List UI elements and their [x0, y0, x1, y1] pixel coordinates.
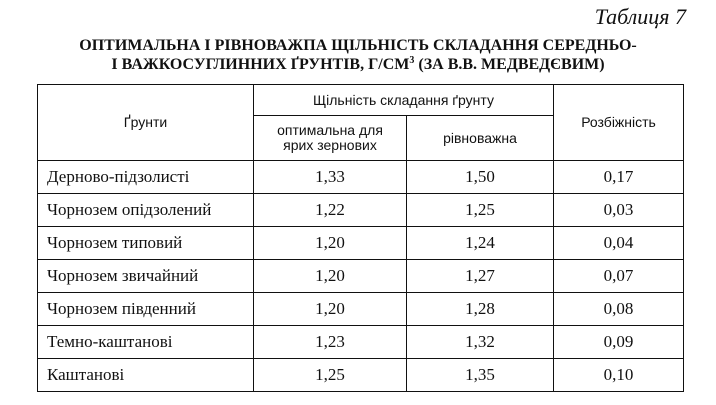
soil-density-table	[37, 84, 684, 392]
equilibrium-cell: 1,28	[407, 293, 554, 326]
soil-cell: Чорнозем південний	[38, 293, 254, 326]
difference-cell: 0,10	[554, 359, 684, 392]
optimal-cell: 1,22	[254, 194, 407, 227]
header-equilibrium: рівноважна	[407, 116, 554, 161]
difference-cell: 0,04	[554, 227, 684, 260]
optimal-cell: 1,23	[254, 326, 407, 359]
equilibrium-cell: 1,35	[407, 359, 554, 392]
table-row	[38, 227, 684, 260]
table-body	[38, 161, 684, 392]
soil-cell: Чорнозем типовий	[38, 227, 254, 260]
caption-line-1: ОПТИМАЛЬНА І РІВНОВАЖПА ЩІЛЬНІСТЬ СКЛАДАННЯ СЕРЕДНЬО-	[79, 37, 637, 54]
table-row	[38, 161, 684, 194]
caption-line-2	[0, 55, 716, 74]
table-row	[38, 293, 684, 326]
table-number-label: Таблиця 7	[594, 4, 686, 29]
caption-unit-superscript: 3	[409, 55, 415, 66]
optimal-cell: 1,25	[254, 359, 407, 392]
header-density-group: Щільність складання ґрунту	[254, 85, 554, 116]
optimal-cell: 1,20	[254, 260, 407, 293]
table-row	[38, 260, 684, 293]
table-caption	[0, 36, 716, 74]
header-difference: Розбіжність	[554, 85, 684, 161]
optimal-cell: 1,20	[254, 293, 407, 326]
header-optimal: оптимальна для ярих зернових	[254, 116, 407, 161]
table-row	[38, 194, 684, 227]
optimal-cell: 1,33	[254, 161, 407, 194]
soil-cell: Чорнозем звичайний	[38, 260, 254, 293]
soil-cell: Чорнозем опідзолений	[38, 194, 254, 227]
table-row	[38, 359, 684, 392]
equilibrium-cell: 1,50	[407, 161, 554, 194]
difference-cell: 0,17	[554, 161, 684, 194]
table-row	[38, 326, 684, 359]
difference-cell: 0,07	[554, 260, 684, 293]
difference-cell: 0,03	[554, 194, 684, 227]
equilibrium-cell: 1,32	[407, 326, 554, 359]
caption-line-2-tail: (ЗА В.В. МЕДВЕДЄВИМ)	[414, 56, 605, 73]
caption-line-2-main: І ВАЖКОСУГЛИННИХ ҐРУНТІВ, Г/СМ	[111, 56, 410, 73]
equilibrium-cell: 1,24	[407, 227, 554, 260]
header-soils: Ґрунти	[38, 85, 254, 161]
soil-cell: Каштанові	[38, 359, 254, 392]
difference-cell: 0,08	[554, 293, 684, 326]
equilibrium-cell: 1,25	[407, 194, 554, 227]
soil-cell: Дерново-підзолисті	[38, 161, 254, 194]
optimal-cell: 1,20	[254, 227, 407, 260]
soil-cell: Темно-каштанові	[38, 326, 254, 359]
equilibrium-cell: 1,27	[407, 260, 554, 293]
difference-cell: 0,09	[554, 326, 684, 359]
